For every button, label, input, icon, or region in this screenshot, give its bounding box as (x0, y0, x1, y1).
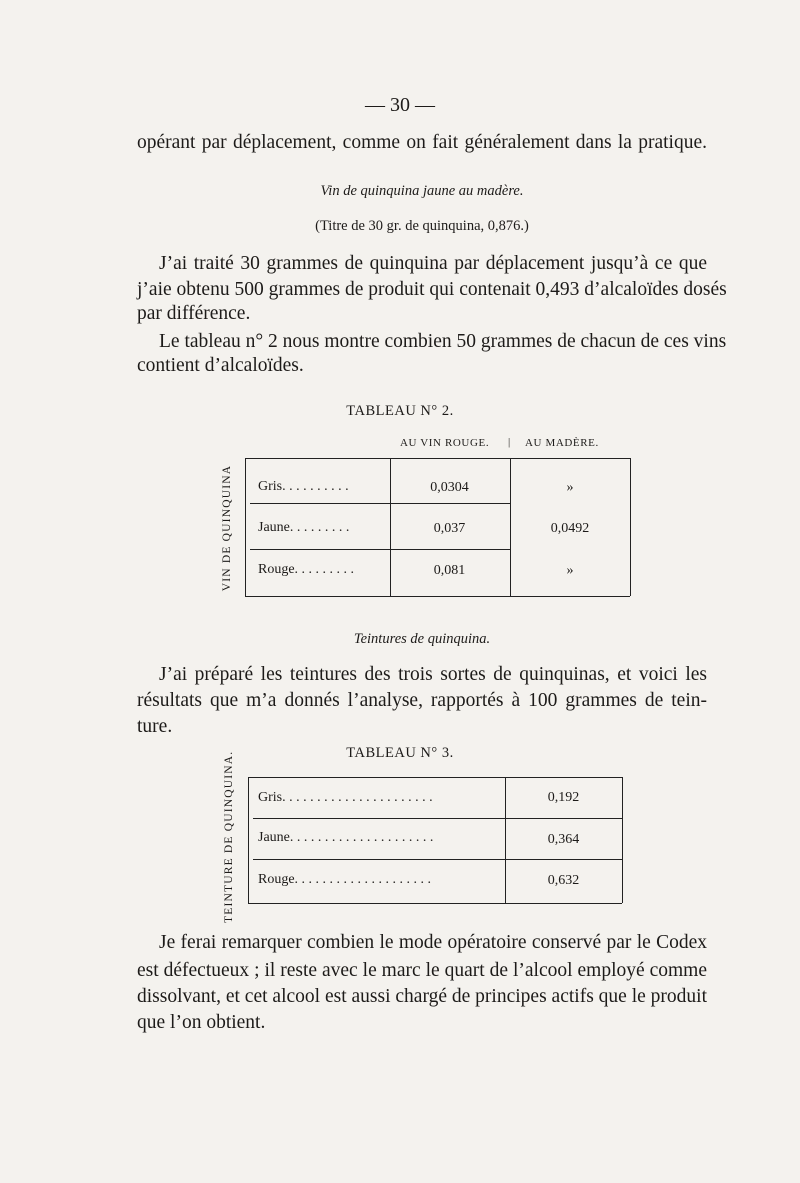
page-number: — 30 — (365, 94, 435, 116)
table-2-header-separator: | (508, 436, 511, 448)
table-2-col-rule-2 (510, 458, 511, 596)
paragraph-2-line-2: contient d’alcaloïdes. (137, 355, 304, 376)
table-2-bottom-rule (245, 596, 630, 597)
table-2-row-rouge-vin-rouge: 0,081 (433, 563, 466, 578)
table-3-bottom-rule (248, 903, 622, 904)
section-title-vin: Vin de quinquina jaune au madère. (320, 183, 524, 199)
table-2-header-vin-rouge: AU VIN ROUGE. (400, 437, 490, 449)
paragraph-4-line-2: est défectueux ; il reste avec le marc le quart de l’alcool employé comme (137, 960, 707, 981)
table-3-title: TABLEAU N° 3. (346, 745, 454, 761)
table-2-row-gris-madere: » (566, 480, 574, 495)
paragraph-3-line-3: ture. (137, 716, 173, 737)
table-3-row-jaune-value: 0,364 (547, 832, 580, 847)
table-2-row-rouge-madere: » (566, 563, 574, 578)
paragraph-4-line-4: que l’on obtient. (137, 1012, 266, 1033)
table-3-top-rule (248, 777, 622, 778)
table-2-right-rule (630, 458, 631, 596)
table-2-header-madere: AU MADÈRE. (525, 437, 599, 449)
table-3-row-rule-1 (253, 818, 505, 819)
table-3-row-gris-label: Gris. . . . . . . . . . . . . . . . . . . . . . (258, 790, 433, 805)
table-2-row-rule-2b (390, 549, 510, 550)
paragraph-3-line-1: J’ai préparé les teintures des trois sortes de quinquinas, et voici les (159, 664, 707, 685)
paragraph-3-line-2: résultats que m’a donnés l’analyse, rapportés à 100 grammes de tein- (137, 690, 707, 711)
table-2-row-jaune-label: Jaune. . . . . . . . . (258, 520, 350, 535)
table-2-row-gris-vin-rouge: 0,0304 (430, 480, 469, 495)
table-2-left-rule (245, 458, 246, 596)
paragraph-1-line-2: j’aie obtenu 500 grammes de produit qui contenait 0,493 d’alcaloïdes dosés (137, 279, 727, 300)
table-2-row-gris-label: Gris. . . . . . . . . . (258, 479, 349, 494)
table-3-row-rule-2 (253, 859, 505, 860)
table-2-row-rule-1b (390, 503, 510, 504)
paragraph-2-line-1: Le tableau n° 2 nous montre combien 50 grammes de chacun de ces vins (159, 331, 727, 352)
intro-line: opérant par déplacement, comme on fait généralement dans la pratique. (137, 132, 707, 153)
paragraph-4-line-3: dissolvant, et cet alcool est aussi chargé de principes actifs que le produit (137, 986, 707, 1007)
table-3-col-rule (505, 777, 506, 903)
table-2-row-rule-1 (250, 503, 390, 504)
table-3-row-rouge-label: Rouge. . . . . . . . . . . . . . . . . . . . (258, 872, 432, 887)
table-3-row-rule-1b (505, 818, 622, 819)
table-2-top-rule (245, 458, 630, 459)
table-2-row-rule-2 (250, 549, 390, 550)
section-subtitle-titre: (Titre de 30 gr. de quinquina, 0,876.) (315, 218, 529, 234)
table-3-left-rule (248, 777, 249, 903)
table-3-right-rule (622, 777, 623, 903)
table-2-title: TABLEAU N° 2. (346, 403, 454, 419)
table-3-side-label: TEINTURE DE QUINQUINA. (223, 750, 235, 923)
paragraph-4-line-1: Je ferai remarquer combien le mode opératoire conservé par le Codex (159, 932, 707, 953)
paragraph-1-line-3: par différence. (137, 303, 251, 324)
table-2-row-jaune-madere: 0,0492 (550, 521, 590, 536)
table-3-row-jaune-label: Jaune. . . . . . . . . . . . . . . . . . . . . (258, 830, 434, 845)
table-2-col-rule-1 (390, 458, 391, 596)
table-3-row-rouge-value: 0,632 (547, 873, 580, 888)
table-3-row-rule-2b (505, 859, 622, 860)
table-2-side-label: VIN DE QUINQUINA (221, 464, 233, 592)
table-2-row-jaune-vin-rouge: 0,037 (433, 521, 466, 536)
paragraph-1-line-1: J’ai traité 30 grammes de quinquina par déplacement jusqu’à ce que (159, 253, 707, 274)
section-title-teintures: Teintures de quinquina. (353, 631, 491, 647)
table-3-row-gris-value: 0,192 (547, 790, 580, 805)
table-2-row-rouge-label: Rouge. . . . . . . . . (258, 562, 355, 577)
